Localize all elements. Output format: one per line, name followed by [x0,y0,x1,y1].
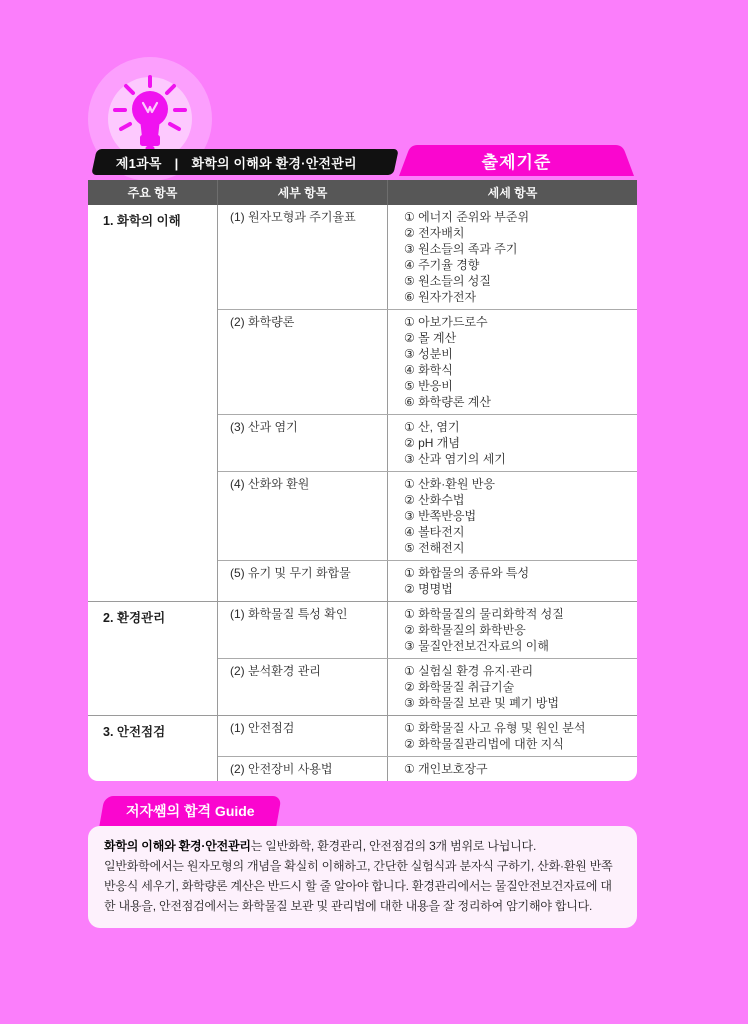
table-row [218,716,637,756]
table-row [218,309,637,414]
subrows [218,602,637,715]
sub-item-label: (5) 유기 및 무기 화합물 [218,561,388,601]
detail-item: ③ 원소들의 족과 주기 [404,242,518,256]
chapter-title: 화학의 이해와 환경·안전관리 [191,155,357,171]
sub-item-label: (2) 안전장비 사용법 [218,757,388,781]
syllabus-table [88,180,637,781]
main-item-label: 1. 화학의 이해 [88,205,218,601]
detail-item: ② 화학물질의 화학반응 [404,623,526,637]
chapter-header [88,145,637,176]
subrows [218,205,637,601]
detail-item: ① 아보가드로수 [404,315,488,329]
detail-item: ① 실험실 환경 유지·관리 [404,664,534,678]
title-separator: | [174,155,179,171]
main-item-label: 3. 안전점검 [88,716,218,781]
detail-list [388,716,637,756]
table-row [218,560,637,601]
detail-list [388,602,637,658]
guide-lead-rest: 는 일반화학, 환경관리, 안전점검의 3개 범위로 나뉩니다. [250,839,537,853]
sub-item-label: (2) 분석환경 관리 [218,659,388,715]
detail-item: ① 에너지 준위와 부준위 [404,210,530,224]
column-header-detail: 세세 항목 [487,186,538,200]
guide-box [88,826,637,928]
subrows [218,716,637,781]
column-header-main: 주요 항목 [88,180,218,205]
main-item-label: 2. 환경관리 [88,602,218,715]
table-body [88,205,637,781]
detail-list [388,561,637,601]
detail-item: ⑤ 전해전지 [404,541,465,555]
detail-item: ③ 반쪽반응법 [404,509,477,523]
detail-item: ② 화학물질관리법에 대한 지식 [404,737,564,751]
detail-list [388,472,637,560]
detail-list [388,659,637,715]
detail-item: ② 산화수법 [404,493,465,507]
detail-item: ③ 산과 염기의 세기 [404,452,506,466]
sub-item-label: (3) 산과 염기 [218,415,388,471]
detail-item: ④ 화학식 [404,363,453,377]
guide-lead [104,836,621,856]
chapter-title-text [94,153,357,172]
exam-criteria-label: 출제기준 [481,153,552,172]
guide-body: 일반화학에서는 원자모형의 개념을 확실히 이해하고, 간단한 실험식과 분자식 구하기, 산화·환원 반쪽 반응식 세우기, 화학량론 계산은 반드시 할 줄 알아야 합니다. 환경관리에서는 물질안전보건자료에 대한 내용을, 안전점검에서는 화학물질 보관 및 관리법에 대한 내용을 잘 정리하여 암기해야 합니다. [104,859,613,913]
table-header-row [88,180,637,205]
detail-item: ② 명명법 [404,582,453,596]
detail-item: ② pH 개념 [404,436,460,450]
detail-item: ② 몰 계산 [404,331,457,345]
detail-item: ① 화학물질의 물리화학적 성질 [404,607,564,621]
table-row [218,471,637,560]
guide-badge-label: 저자쌤의 합격 Guide [126,803,255,819]
detail-list [388,757,637,781]
column-header-sub: 세부 항목 [218,180,388,205]
sub-item-label: (4) 산화와 환원 [218,472,388,560]
detail-item: ③ 화학물질 보관 및 폐기 방법 [404,696,559,710]
table-section [88,205,637,601]
table-row [218,756,637,781]
table-row [218,414,637,471]
detail-item: ⑤ 원소들의 성질 [404,274,491,288]
table-section [88,601,637,715]
guide-lead-bold: 화학의 이해와 환경·안전관리 [104,839,251,853]
detail-item: ① 화학물질 사고 유형 및 원인 분석 [404,721,586,735]
detail-item: ② 화학물질 취급기술 [404,680,515,694]
detail-list [388,415,637,471]
chapter-number: 제1과목 [116,155,162,171]
detail-list [388,310,637,414]
table-row [218,658,637,715]
sub-item-label: (1) 안전점검 [218,716,388,756]
detail-item: ④ 주기율 경향 [404,258,480,272]
table-row [218,602,637,658]
sub-item-label: (2) 화학량론 [218,310,388,414]
detail-item: ③ 성분비 [404,347,453,361]
detail-item: ③ 물질안전보건자료의 이해 [404,639,549,653]
detail-item: ① 산화·환원 반응 [404,477,495,491]
detail-item: ⑤ 반응비 [404,379,453,393]
chapter-title-bar [91,149,399,175]
detail-item: ① 개인보호장구 [404,762,488,776]
detail-item: ⑥ 원자가전자 [404,290,477,304]
detail-item: ⑥ 화학량론 계산 [404,395,491,409]
guide-badge [99,796,281,826]
sub-item-label: (1) 원자모형과 주기율표 [218,205,388,309]
detail-list [388,205,637,309]
detail-item: ① 화합물의 종류와 특성 [404,566,530,580]
sub-item-label: (1) 화학물질 특성 확인 [218,602,388,658]
detail-item: ② 전자배치 [404,226,465,240]
table-section [88,715,637,781]
detail-item: ④ 볼타전지 [404,525,465,539]
detail-item: ① 산, 염기 [404,420,460,434]
exam-criteria-tab [396,145,637,176]
table-row [218,205,637,309]
